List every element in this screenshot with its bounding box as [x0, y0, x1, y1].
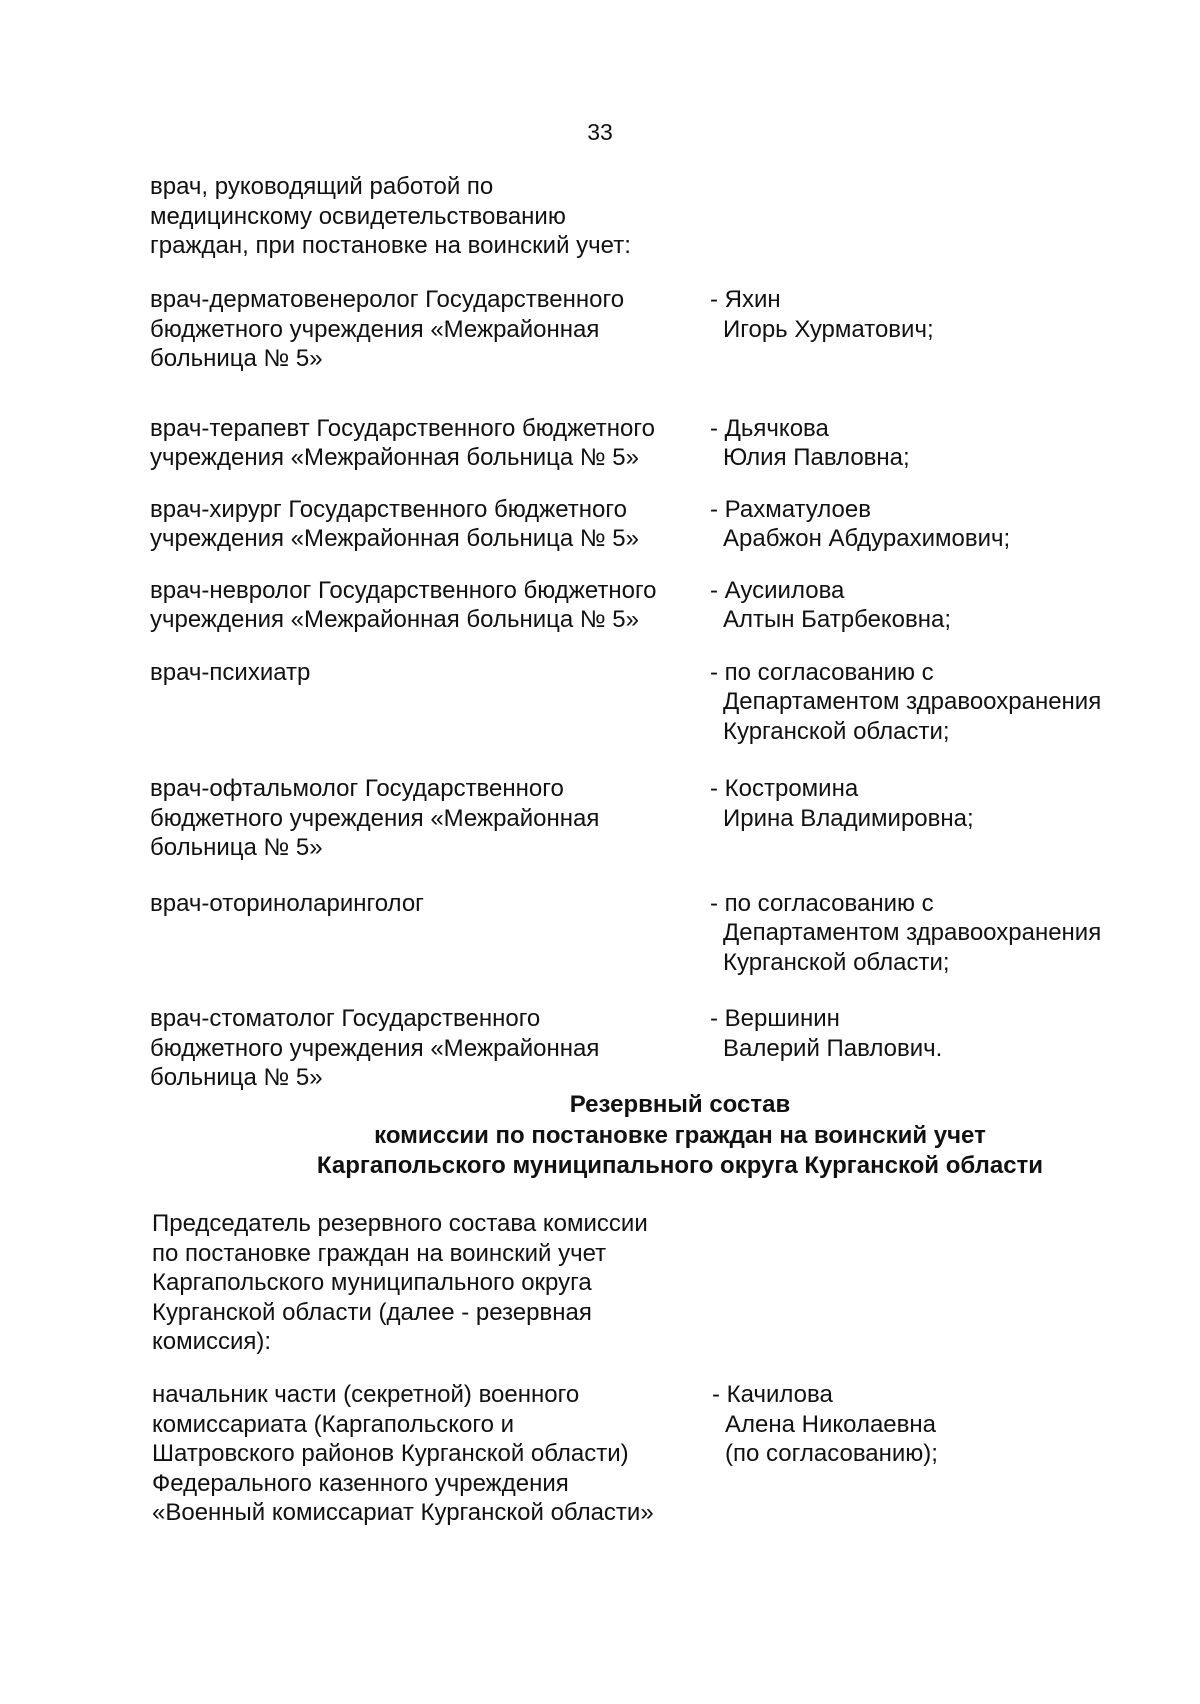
- role-line: учреждения «Межрайонная больница № 5»: [150, 444, 639, 471]
- member-entry: [152, 1380, 1162, 1528]
- person-line: - Рахматулоев: [710, 495, 871, 523]
- role-line: бюджетного учреждения «Межрайонная: [150, 1034, 600, 1062]
- role-line: начальник части (секретной) военного: [152, 1381, 580, 1408]
- chair-line: Председатель резервного состава комиссии: [152, 1210, 648, 1237]
- page-number: 33: [587, 119, 613, 145]
- role-line: Федерального казенного учреждения: [152, 1469, 569, 1497]
- role-line: врач-оториноларинголог: [150, 889, 424, 917]
- member-person: [710, 576, 1160, 635]
- person-line: Курганской области;: [723, 717, 950, 745]
- member-role: [152, 1380, 712, 1528]
- member-entry: [150, 774, 1160, 863]
- intro-line: врач, руководящий работой по: [150, 173, 494, 200]
- person-line: - Вершинин: [710, 1005, 840, 1032]
- heading-line: Каргапольского муниципального округа Курганской области: [316, 1152, 1044, 1179]
- member-role: [150, 285, 710, 374]
- member-role: [150, 774, 710, 863]
- role-line: «Военный комиссариат Курганской области»: [152, 1499, 654, 1526]
- member-entry: [150, 889, 1160, 978]
- member-role: [150, 576, 710, 635]
- person-line: Курганской области;: [723, 948, 950, 976]
- member-role: [150, 889, 710, 978]
- member-person: [710, 658, 1160, 747]
- person-line: Ирина Владимировна;: [723, 804, 974, 832]
- member-entry: [150, 576, 1160, 635]
- person-line: (по согласованию);: [725, 1440, 938, 1467]
- person-line: - Костромина: [710, 775, 859, 802]
- role-line: врач-хирург Государственного бюджетного: [150, 495, 627, 523]
- person-line: Алтын Батрбековна;: [723, 606, 952, 633]
- person-line: - по согласованию с: [710, 658, 934, 686]
- heading-line: комиссии по постановке граждан на воинский учет: [374, 1121, 986, 1149]
- heading-line: Резервный состав: [569, 1091, 791, 1118]
- chair-line: комиссия):: [152, 1328, 272, 1355]
- intro-paragraph: [150, 172, 710, 261]
- person-line: Департаментом здравоохранения: [723, 919, 1102, 946]
- role-line: врач-психиатр: [150, 658, 311, 686]
- person-line: Валерий Павлович.: [723, 1034, 943, 1062]
- role-line: комиссариата (Каргапольского и: [152, 1410, 515, 1438]
- role-line: больница № 5»: [150, 834, 323, 861]
- member-person: [710, 1004, 1160, 1093]
- role-line: бюджетного учреждения «Межрайонная: [150, 315, 600, 343]
- role-line: бюджетного учреждения «Межрайонная: [150, 804, 600, 832]
- chair-line: по постановке граждан на воинский учет: [152, 1239, 607, 1267]
- role-line: врач-офтальмолог Государственного: [150, 775, 564, 802]
- member-list: [150, 285, 1160, 1093]
- member-role: [150, 414, 710, 473]
- role-line: больница № 5»: [150, 345, 323, 372]
- member-person: [710, 889, 1160, 978]
- member-entry: [150, 658, 1160, 747]
- role-line: врач-дерматовенеролог Государственного: [150, 286, 625, 313]
- member-person: [710, 414, 1160, 473]
- person-line: Арабжон Абдурахимович;: [723, 525, 1011, 552]
- intro-line: граждан, при постановке на воинский учет:: [150, 232, 631, 259]
- person-line: Юлия Павловна;: [723, 444, 910, 471]
- member-entry: [150, 414, 1160, 473]
- chair-line: Каргапольского муниципального округа: [152, 1269, 592, 1296]
- member-entry: [150, 285, 1160, 374]
- member-entry: [150, 495, 1160, 554]
- person-line: Департаментом здравоохранения: [723, 688, 1102, 715]
- reserve-chair-paragraph: [152, 1209, 752, 1357]
- member-person: [710, 285, 1160, 374]
- intro-line: медицинскому освидетельствованию: [150, 202, 566, 230]
- chair-line: Курганской области (далее - резервная: [152, 1298, 592, 1326]
- member-person: [712, 1380, 1162, 1528]
- person-line: - Аусиилова: [710, 576, 845, 604]
- member-role: [150, 495, 710, 554]
- member-entry: [150, 1004, 1160, 1093]
- member-role: [150, 658, 710, 747]
- person-line: Алена Николаевна: [725, 1410, 937, 1438]
- person-line: - Качилова: [712, 1381, 833, 1408]
- role-line: учреждения «Межрайонная больница № 5»: [150, 525, 639, 552]
- person-line: - по согласованию с: [710, 889, 934, 917]
- person-line: - Яхин: [710, 286, 781, 313]
- role-line: учреждения «Межрайонная больница № 5»: [150, 606, 639, 633]
- reserve-member-list: [152, 1380, 1162, 1528]
- role-line: врач-невролог Государственного бюджетного: [150, 576, 657, 604]
- member-role: [150, 1004, 710, 1093]
- role-line: Шатровского районов Курганской области): [152, 1440, 629, 1467]
- member-person: [710, 774, 1160, 863]
- reserve-heading: [150, 1090, 1160, 1182]
- role-line: врач-стоматолог Государственного: [150, 1005, 541, 1032]
- role-line: больница № 5»: [150, 1064, 323, 1091]
- person-line: Игорь Хурматович;: [723, 315, 934, 343]
- person-line: - Дьячкова: [710, 414, 829, 442]
- member-person: [710, 495, 1160, 554]
- role-line: врач-терапевт Государственного бюджетного: [150, 414, 655, 442]
